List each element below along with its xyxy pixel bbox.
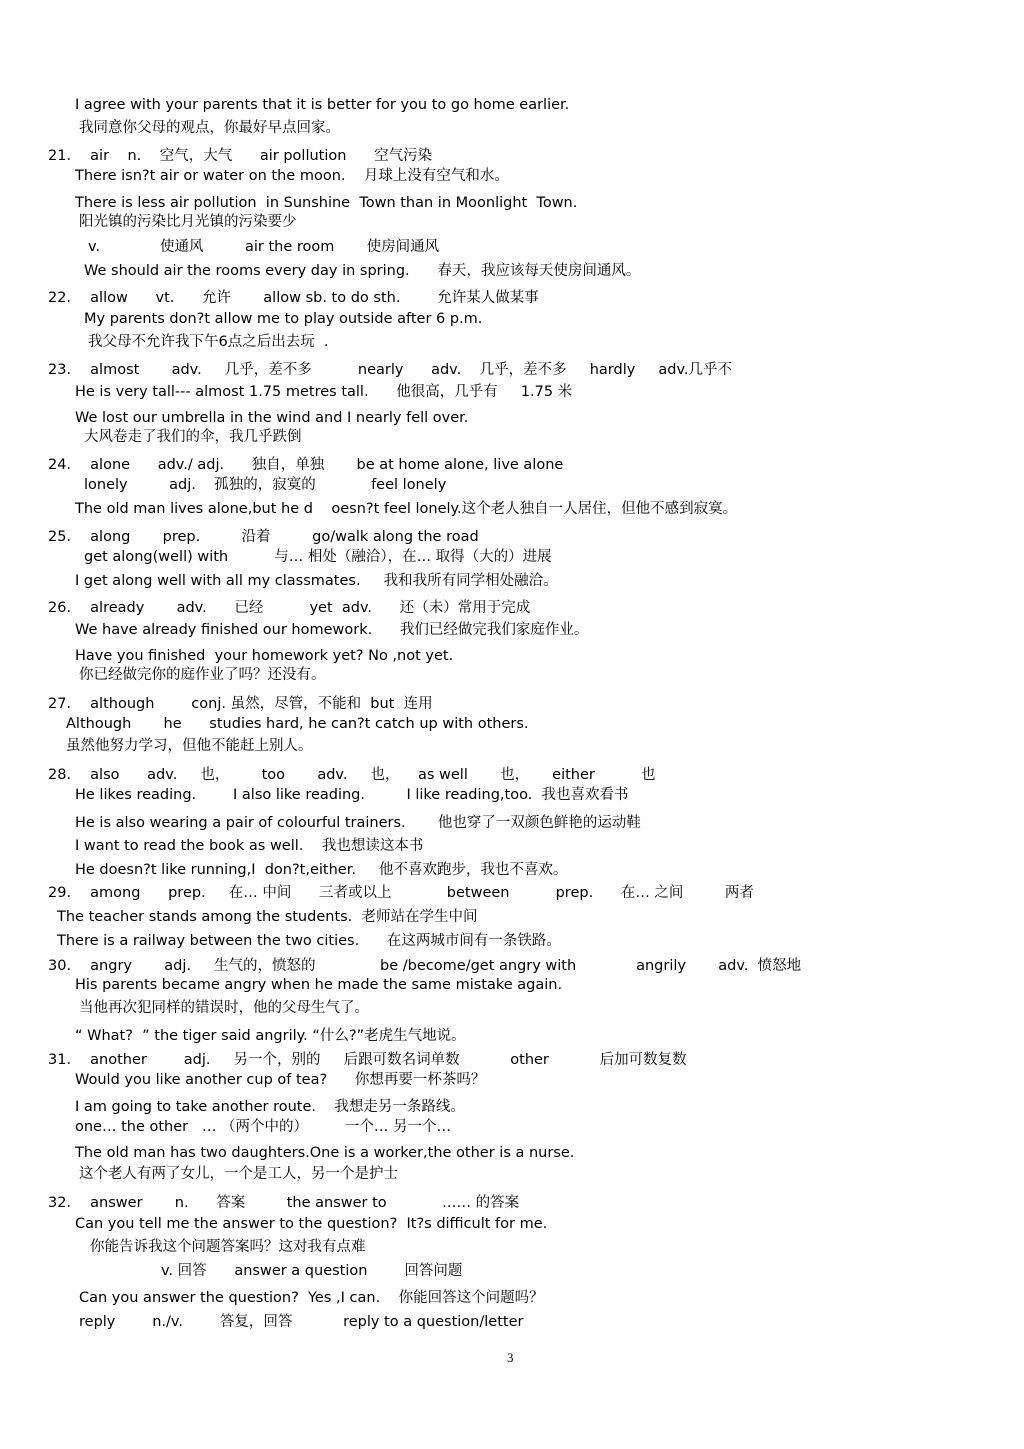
text-line: The teacher stands among the students. 老师站在学生中间: [57, 909, 478, 925]
text-line: My parents don?t allow me to play outside after 6 p.m.: [84, 311, 483, 327]
text-line: I get along well with all my classmates. 我和我所有同学相处融洽。: [75, 573, 558, 589]
entry-heading: 22． allow vt. 允许 allow sb. to do sth. 允许某人做某事: [48, 290, 539, 306]
entry-heading: 30． angry adj. 生气的，愤怒的 be /become/get angry with angrily adv. 愤怒地: [48, 958, 802, 974]
text-line: reply n./v. 答复，回答 reply to a question/letter: [79, 1314, 524, 1330]
text-line: Although he studies hard, he can?t catch up with others.: [66, 716, 529, 732]
text-line: 我同意你父母的观点，你最好早点回家。: [79, 120, 340, 136]
text-line: 虽然他努力学习，但他不能赶上别人。: [66, 738, 313, 754]
text-line: Have you finished your homework yet? No ,not yet.: [75, 648, 454, 664]
entry-heading: 23． almost adv. 几乎，差不多 nearly adv. 几乎，差不多 hardly adv.几乎不: [48, 362, 733, 378]
text-line: He likes reading. I also like reading. I like reading,too. 我也喜欢看书: [75, 787, 629, 803]
text-line: Can you answer the question? Yes ,I can. 你能回答这个问题吗？: [79, 1290, 544, 1306]
entry-heading: 21． air n. 空气，大气 air pollution 空气污染: [48, 148, 433, 164]
text-line: 这个老人有两了女儿，一个是工人，另一个是护士: [79, 1166, 398, 1182]
text-line: He is also wearing a pair of colourful trainers. 他也穿了一双颜色鲜艳的运动鞋: [75, 815, 641, 831]
text-line: 你能告诉我这个问题答案吗？这对我有点难: [90, 1239, 366, 1255]
entry-heading: 27． although conj. 虽然，尽管，不能和 but 连用: [48, 696, 433, 712]
text-line: v. 使通风 air the room 使房间通风: [88, 239, 440, 255]
text-line: He doesn?t like running,I don?t,either. 他不喜欢跑步，我也不喜欢。: [75, 862, 568, 878]
text-line: There is a railway between the two cities. 在这两城市间有一条铁路。: [57, 933, 561, 949]
entry-heading: 29． among prep. 在… 中间 三者或以上 between prep. 在… 之间 两者: [48, 885, 754, 901]
text-line: v. 回答 answer a question 回答问题: [161, 1263, 463, 1279]
entry-heading: 31． another adj. 另一个，别的 后跟可数名词单数 other 后加可数复数: [48, 1052, 687, 1068]
text-line: The old man has two daughters.One is a worker,the other is a nurse.: [75, 1145, 575, 1161]
text-line: 阳光镇的污染比月光镇的污染要少: [79, 214, 297, 230]
text-line: We lost our umbrella in the wind and I nearly fell over.: [75, 410, 469, 426]
text-line: Can you tell me the answer to the question? It?s difficult for me.: [75, 1216, 548, 1232]
text-line: We should air the rooms every day in spring. 春天，我应该每天使房间通风。: [84, 263, 641, 279]
text-line: He is very tall--- almost 1.75 metres tall. 他很高，几乎有 1.75 米: [75, 384, 573, 400]
entry-heading: 26． already adv. 已经 yet adv. 还（未）常用于完成: [48, 600, 531, 616]
entry-heading: 32． answer n. 答案 the answer to …… 的答案: [48, 1195, 520, 1211]
text-line: I agree with your parents that it is better for you to go home earlier.: [75, 97, 570, 113]
text-line: There isn?t air or water on the moon. 月球上没有空气和水。: [75, 168, 509, 184]
text-line: There is less air pollution in Sunshine Town than in Moonlight Town.: [75, 195, 578, 211]
text-line: I want to read the book as well. 我也想读这本书: [75, 838, 424, 854]
text-line: lonely adj. 孤独的，寂寞的 feel lonely: [84, 477, 447, 493]
entry-heading: 24． alone adv./ adj. 独自，单独 be at home alone, live alone: [48, 457, 564, 473]
text-line: I am going to take another route. 我想走另一条路线。: [75, 1099, 465, 1115]
text-line: 你已经做完你的庭作业了吗？还没有。: [79, 667, 326, 683]
page-number: 3: [507, 1350, 514, 1365]
text-line: one… the other … （两个中的） 一个… 另一个…: [75, 1119, 452, 1135]
text-line: get along(well) with 与… 相处（融洽），在… 取得（大的）进展: [84, 549, 552, 565]
text-line: 大风卷走了我们的伞，我几乎跌倒: [84, 429, 302, 445]
text-line: We have already finished our homework. 我们已经做完我们家庭作业。: [75, 622, 589, 638]
entry-heading: 28． also adv. 也， too adv. 也， as well 也， either 也: [48, 767, 656, 783]
text-line: “ What? ” the tiger said angrily. “什么?”老虎生气地说。: [75, 1028, 466, 1044]
text-line: 我父母不允许我下午6点之后出去玩 .: [88, 334, 329, 350]
entry-heading: 25． along prep. 沿着 go/walk along the road: [48, 529, 479, 545]
text-line: His parents became angry when he made the same mistake again.: [75, 977, 563, 993]
text-line: Would you like another cup of tea? 你想再要一杯茶吗？: [75, 1072, 486, 1088]
text-line: 当他再次犯同样的错误时，他的父母生气了。: [79, 1000, 369, 1016]
text-line: The old man lives alone,but he d oesn?t feel lonely.这个老人独自一人居住，但他不感到寂寞。: [75, 501, 738, 517]
